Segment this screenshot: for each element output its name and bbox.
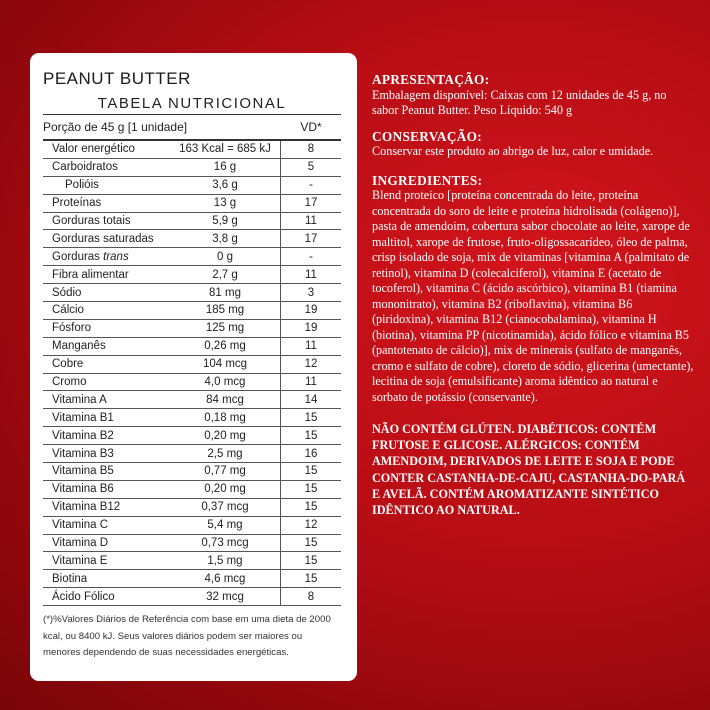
nutrient-amount: 5,4 mg xyxy=(170,516,281,534)
nutrient-amount: 4,6 mcg xyxy=(170,570,281,588)
nutrient-name: Vitamina B1 xyxy=(43,409,170,427)
table-row xyxy=(43,141,341,158)
table-row xyxy=(43,230,341,248)
table-row xyxy=(43,570,341,588)
nutrient-amount: 0,26 mg xyxy=(170,337,281,355)
nutrient-name: Vitamina C xyxy=(43,516,170,534)
nutrient-amount: 16 g xyxy=(170,158,281,176)
nutrient-amount: 185 mg xyxy=(170,302,281,320)
nutrient-vd: 11 xyxy=(281,266,342,284)
table-row xyxy=(43,498,341,516)
table-row xyxy=(43,248,341,266)
vd-header: VD* xyxy=(300,120,322,134)
nutrition-table-body xyxy=(43,141,341,606)
table-row xyxy=(43,391,341,409)
table-row xyxy=(43,337,341,355)
table-title: TABELA NUTRICIONAL xyxy=(97,95,287,112)
nutrient-name: Biotina xyxy=(43,570,170,588)
table-row xyxy=(43,534,341,552)
table-row xyxy=(43,194,341,212)
footnote: (*)%Valores Diários de Referência com base em uma dieta de 2000 kcal, ou 8400 kJ. Seus valores diários podem ser maiores ou menores dependendo de suas necessidades energéticas. xyxy=(43,614,331,659)
nutrient-name: Gorduras trans xyxy=(43,248,170,266)
nutrient-name: Vitamina E xyxy=(43,552,170,570)
conservation-text: Conservar este produto ao abrigo de luz, calor e umidade. xyxy=(372,144,654,158)
nutrient-vd: 17 xyxy=(281,230,342,248)
nutrient-name: Fósforo xyxy=(43,319,170,337)
nutrient-vd: 15 xyxy=(281,534,342,552)
nutrient-name: Vitamina B12 xyxy=(43,498,170,516)
nutrient-vd: - xyxy=(281,248,342,266)
table-row xyxy=(43,355,341,373)
nutrient-name: Vitamina B2 xyxy=(43,427,170,445)
allergen-warning: NÃO CONTÉM GLÚTEN. DIABÉTICOS: CONTÉM FRUTOSE E GLICOSE. ALÉRGICOS: CONTÉM AMENDOIM, DERIVADOS DE LEITE E SOJA E PODE CONTER CASTANHA-DE-CAJU, CASTANHA-DO-PARÁ E AVELÃ. CONTÉM AROMATIZANTE SINTÉTICO IDÊNTICO AO NATURAL. xyxy=(372,422,686,518)
nutrient-vd: 14 xyxy=(281,391,342,409)
nutrient-vd: 15 xyxy=(281,570,342,588)
nutrient-vd: 8 xyxy=(281,588,342,606)
nutrient-name: Carboidratos xyxy=(43,158,170,176)
table-row xyxy=(43,427,341,445)
nutrition-table xyxy=(43,141,341,606)
nutrient-amount: 3,6 g xyxy=(170,176,281,194)
nutrient-amount: 84 mcg xyxy=(170,391,281,409)
table-row xyxy=(43,284,341,302)
table-row xyxy=(43,319,341,337)
nutrient-name: Sódio xyxy=(43,284,170,302)
nutrient-name: Vitamina B6 xyxy=(43,480,170,498)
nutrient-name: Vitamina A xyxy=(43,391,170,409)
nutrient-amount: 4,0 mcg xyxy=(170,373,281,391)
table-row xyxy=(43,445,341,463)
table-row xyxy=(43,588,341,606)
table-row xyxy=(43,516,341,534)
nutrient-name: Manganês xyxy=(43,337,170,355)
nutrient-vd: 12 xyxy=(281,355,342,373)
nutrient-amount: 81 mg xyxy=(170,284,281,302)
nutrient-amount: 0,20 mg xyxy=(170,427,281,445)
nutrient-vd: 5 xyxy=(281,158,342,176)
nutrient-amount: 2,7 g xyxy=(170,266,281,284)
nutrient-name: Gorduras totais xyxy=(43,212,170,230)
nutrient-amount: 163 Kcal = 685 kJ xyxy=(170,141,281,158)
table-row xyxy=(43,552,341,570)
nutrient-amount: 5,9 g xyxy=(170,212,281,230)
nutrient-name: Fibra alimentar xyxy=(43,266,170,284)
portion-label: Porção de 45 g [1 unidade] xyxy=(43,120,188,134)
nutrient-name: Proteínas xyxy=(43,194,170,212)
nutrient-vd: 11 xyxy=(281,337,342,355)
nutrient-amount: 0,77 mg xyxy=(170,463,281,481)
nutrient-amount: 13 g xyxy=(170,194,281,212)
nutrient-vd: 15 xyxy=(281,463,342,481)
nutrient-vd: 15 xyxy=(281,480,342,498)
table-row xyxy=(43,409,341,427)
nutrient-vd: 15 xyxy=(281,552,342,570)
table-row xyxy=(43,373,341,391)
nutrient-name: Cobre xyxy=(43,355,170,373)
table-row xyxy=(43,302,341,320)
conservation-heading: CONSERVAÇÃO: xyxy=(372,128,483,144)
nutrient-amount: 0,18 mg xyxy=(170,409,281,427)
nutrient-vd: 12 xyxy=(281,516,342,534)
nutrient-amount: 125 mg xyxy=(170,319,281,337)
presentation-text: Embalagem disponível: Caixas com 12 unidades de 45 g, no sabor Peanut Butter. Peso Líquido: 540 g xyxy=(372,87,667,117)
nutrient-amount: 0,37 mcg xyxy=(170,498,281,516)
product-title: PEANUT BUTTER xyxy=(43,69,191,88)
portion-header xyxy=(43,115,341,139)
nutrient-vd: - xyxy=(281,176,342,194)
nutrient-vd: 15 xyxy=(281,409,342,427)
nutrient-name: Polióis xyxy=(43,176,170,194)
nutrient-amount: 0,20 mg xyxy=(170,480,281,498)
nutrient-amount: 0 g xyxy=(170,248,281,266)
product-info xyxy=(372,72,694,518)
nutrient-amount: 32 mcg xyxy=(170,588,281,606)
nutrient-amount: 3,8 g xyxy=(170,230,281,248)
nutrient-name: Vitamina D xyxy=(43,534,170,552)
nutrition-card xyxy=(30,53,357,681)
nutrient-vd: 15 xyxy=(281,498,342,516)
table-row xyxy=(43,158,341,176)
nutrient-amount: 1,5 mg xyxy=(170,552,281,570)
nutrient-vd: 3 xyxy=(281,284,342,302)
table-row xyxy=(43,266,341,284)
table-row xyxy=(43,463,341,481)
table-row xyxy=(43,176,341,194)
nutrient-vd: 19 xyxy=(281,319,342,337)
nutrient-name: Gorduras saturadas xyxy=(43,230,170,248)
nutrient-vd: 11 xyxy=(281,373,342,391)
table-row xyxy=(43,212,341,230)
ingredients-text: Blend proteico [proteína concentrada do leite, proteína concentrada do soro de leite e proteína hidrolisada (colágeno)], pasta de amendoim, cobertura sabor chocolate ao leite, xarope de maltitol, xarope de frutose, fruto-oligossacarídeo, óleo de palma, crisp isolado de soja, mix de vitaminas [vitamina A (palmitato de retinol), vitamina D (colecalciferol), vitamina E (acetato de tocoferol), vitamina C (ácido ascórbico), vitamina B1 (tiamina mononitrato), vitamina B2 (riboflavina), vitamina B6 (piridoxina), vitamina B12 (cianocobalamina), vitamina H (biotina), vitamina PP (nicotinamida), ácido fólico e vitamina B5 (pantotenato de cálcio)], mix de minerais (sulfato de manganês, cromo e sulfato de cobre), cloreto de sódio, glicerina (umectante), lecitina de soja (emulsificante) aroma idêntico ao natural e sorbato de potássio (conservante). xyxy=(372,188,694,404)
nutrient-name: Vitamina B5 xyxy=(43,463,170,481)
nutrient-name: Cálcio xyxy=(43,302,170,320)
nutrient-name: Valor energético xyxy=(43,141,170,158)
ingredients-heading: INGREDIENTES: xyxy=(372,172,483,188)
nutrient-amount: 104 mcg xyxy=(170,355,281,373)
nutrient-vd: 19 xyxy=(281,302,342,320)
nutrient-amount: 2,5 mg xyxy=(170,445,281,463)
nutrient-name: Cromo xyxy=(43,373,170,391)
nutrient-amount: 0,73 mcg xyxy=(170,534,281,552)
nutrient-name: Vitamina B3 xyxy=(43,445,170,463)
nutrient-vd: 8 xyxy=(281,141,342,158)
nutrient-vd: 16 xyxy=(281,445,342,463)
table-row xyxy=(43,480,341,498)
nutrient-name: Ácido Fólico xyxy=(43,588,170,606)
presentation-heading: APRESENTAÇÃO: xyxy=(372,72,490,87)
nutrient-vd: 17 xyxy=(281,194,342,212)
nutrient-vd: 11 xyxy=(281,212,342,230)
nutrient-vd: 15 xyxy=(281,427,342,445)
